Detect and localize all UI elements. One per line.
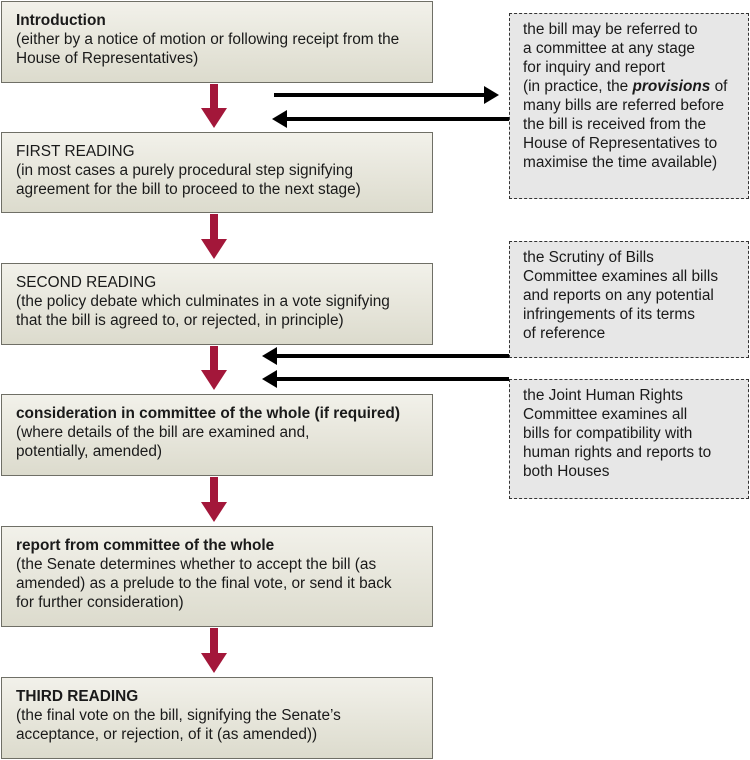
note-line: and reports on any potential: [523, 287, 714, 304]
note-line: the Joint Human Rights: [523, 387, 683, 404]
note-fragment: (in practice, the: [523, 78, 633, 95]
flow-arrow-second-to-committee: [201, 346, 227, 390]
note-line: both Houses: [523, 463, 610, 480]
stage-description: potentially, amended): [16, 443, 163, 460]
note-line: for inquiry and report: [523, 59, 666, 76]
note-line: Committee examines all bills: [523, 268, 719, 285]
flow-arrow-intro-to-first: [201, 84, 227, 128]
note-line: many bills are referred before: [523, 97, 725, 114]
stage-title: consideration in committee of the whole (if required): [16, 405, 400, 422]
side-arrow-to-referral-note: [274, 86, 499, 104]
stage-description: that the bill is agreed to, or rejected, in principle): [16, 312, 344, 329]
stage-description: amended) as a prelude to the final vote, or send it back: [16, 575, 392, 592]
flow-arrow-report-to-third: [201, 628, 227, 673]
note-line: Committee examines all: [523, 406, 688, 423]
note-line: the bill may be referred to: [523, 21, 698, 38]
note-line: human rights and reports to: [523, 444, 712, 461]
stage-title: Introduction: [16, 12, 106, 29]
note-emphasis: provisions: [632, 78, 711, 95]
stage-description: (the policy debate which culminates in a vote signifying: [16, 293, 390, 310]
stage-description: (the Senate determines whether to accept the bill (as: [16, 556, 377, 573]
side-arrow-from-human-rights-note: [262, 370, 509, 388]
stage-description: (where details of the bill are examined and,: [16, 424, 310, 441]
stage-description: agreement for the bill to proceed to the next stage): [16, 181, 361, 198]
note-line: bills for compatibility with: [523, 425, 693, 442]
note-line: House of Representatives to: [523, 135, 718, 152]
side-arrow-from-referral-note: [272, 110, 509, 128]
note-fragment: of: [710, 78, 728, 95]
note-line: infringements of its terms: [523, 306, 695, 323]
flow-arrow-committee-to-report: [201, 477, 227, 522]
stage-description: (either by a notice of motion or following receipt from the: [16, 31, 400, 48]
note-line: a committee at any stage: [523, 40, 695, 57]
stage-description: (in most cases a purely procedural step signifying: [16, 162, 354, 179]
stage-description: acceptance, or rejection, of it (as amended)): [16, 726, 318, 743]
note-line: of reference: [523, 325, 606, 342]
note-line: maximise the time available): [523, 154, 718, 171]
flow-arrow-first-to-second: [201, 214, 227, 259]
stage-title: SECOND READING: [16, 274, 157, 291]
stage-description: for further consideration): [16, 594, 184, 611]
side-arrow-from-scrutiny-note: [262, 347, 509, 365]
stage-description: House of Representatives): [16, 50, 199, 67]
stage-title: report from committee of the whole: [16, 537, 275, 554]
stage-title: THIRD READING: [16, 688, 139, 705]
stage-title: FIRST READING: [16, 143, 135, 160]
stage-description: (the final vote on the bill, signifying the Senate’s: [16, 707, 341, 724]
note-line: the bill is received from the: [523, 116, 707, 133]
note-line: the Scrutiny of Bills: [523, 249, 654, 266]
